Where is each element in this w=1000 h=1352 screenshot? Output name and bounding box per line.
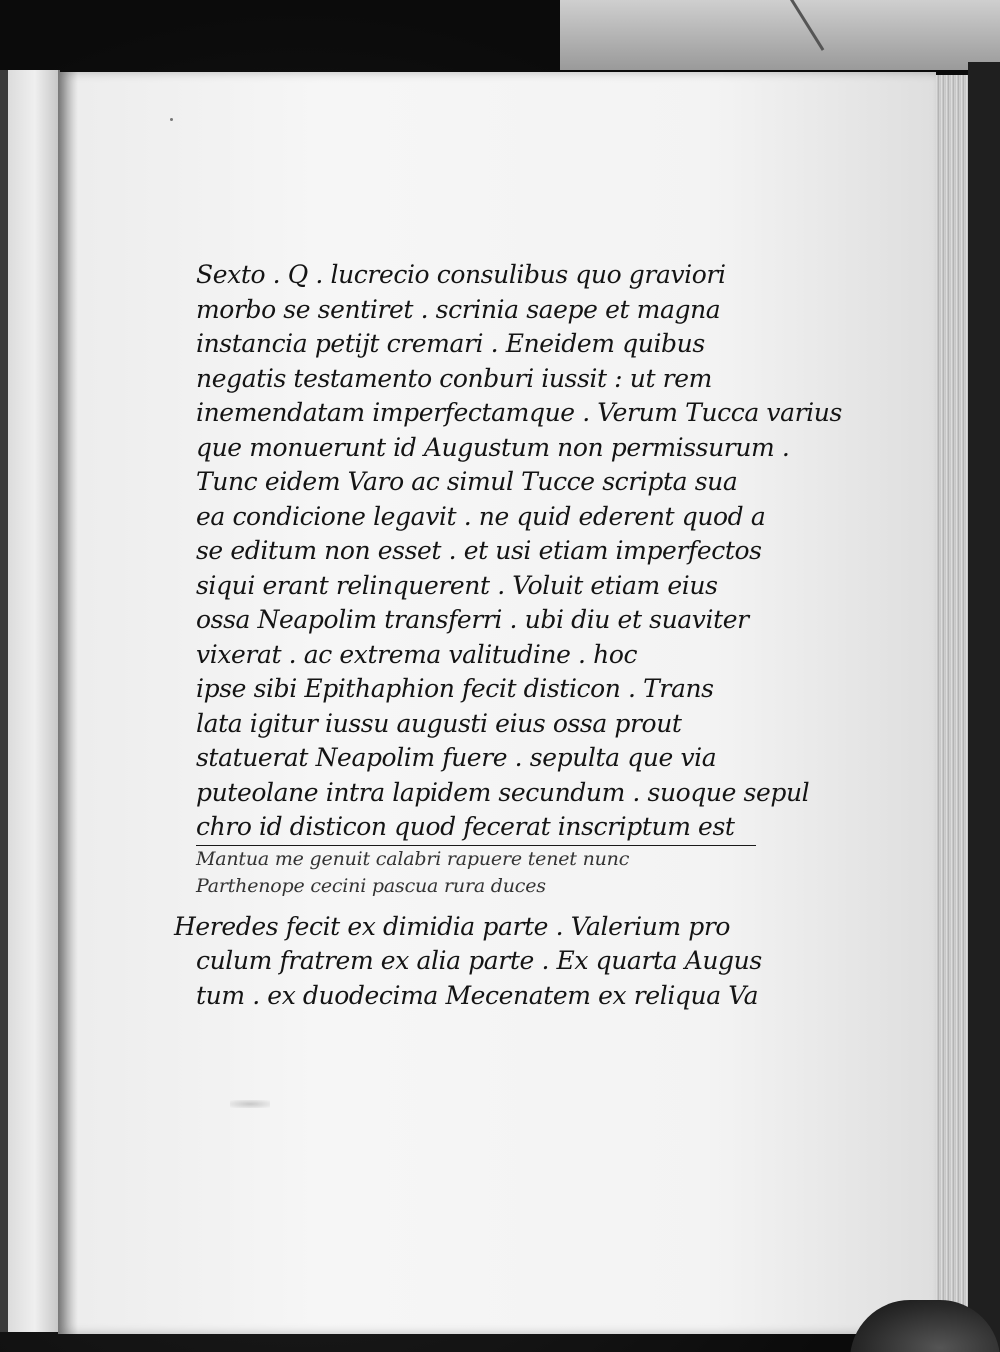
text-line: negatis testamento conburi iussit : ut rem xyxy=(196,363,712,393)
text-line: culum fratrem ex alia parte . Ex quarta Augus xyxy=(196,946,762,975)
text-line: tum . ex duodecima Mecenatem ex reliqua Va xyxy=(196,980,759,1010)
left-page-edge xyxy=(0,70,60,1332)
text-line: vixerat . ac extrema valitudine . hoc xyxy=(196,639,638,669)
text-line: puteolane intra lapidem secundum . suoque sepul xyxy=(196,777,810,807)
page-mark xyxy=(170,118,173,121)
paragraph-gap xyxy=(196,900,756,910)
epitaph-verse-line: Parthenope cecini pascua rura duces xyxy=(196,874,546,897)
text-line: siqui erant relinquerent . Voluit etiam eius xyxy=(196,570,718,600)
text-line-underlined: chro id disticon quod fecerat inscriptum est xyxy=(196,810,756,846)
text-line: que monuerunt id Augustum non permissurum . xyxy=(196,432,790,462)
text-line: instancia petijt cremari . Eneidem quibus xyxy=(196,329,705,358)
background-surface xyxy=(560,0,1000,70)
gutter-shadow xyxy=(58,72,78,1334)
paragraph-first-line: Heredes fecit ex dimidia parte . Valerium pro xyxy=(174,911,731,941)
text-line: Sexto . Q . lucrecio consulibus quo graviori xyxy=(196,260,726,289)
text-line: statuerat Neapolim fuere . sepulta que via xyxy=(196,743,717,772)
text-line: inemendatam imperfectamque . Verum Tucca varius xyxy=(196,398,842,427)
text-line: Tunc eidem Varo ac simul Tucce scripta sua xyxy=(196,467,738,496)
page-edges-stack xyxy=(930,75,973,1330)
epitaph-verse-line: Mantua me genuit calabri rapuere tenet nunc xyxy=(196,847,630,870)
page-smudge xyxy=(230,1100,270,1108)
text-line: se editum non esset . et usi etiam imperfectos xyxy=(196,536,762,565)
text-block xyxy=(174,258,842,1013)
right-cover xyxy=(968,62,1000,1352)
text-line: lata igitur iussu augusti eius ossa prout xyxy=(196,708,682,738)
left-cover xyxy=(0,70,8,1332)
text-line: ossa Neapolim transferri . ubi diu et suaviter xyxy=(196,605,749,634)
text-line: morbo se sentiret . scrinia saepe et magna xyxy=(196,294,721,324)
text-line: ea condicione legavit . ne quid ederent quod a xyxy=(196,501,766,531)
text-line: ipse sibi Epithaphion fecit disticon . Trans xyxy=(196,674,714,703)
